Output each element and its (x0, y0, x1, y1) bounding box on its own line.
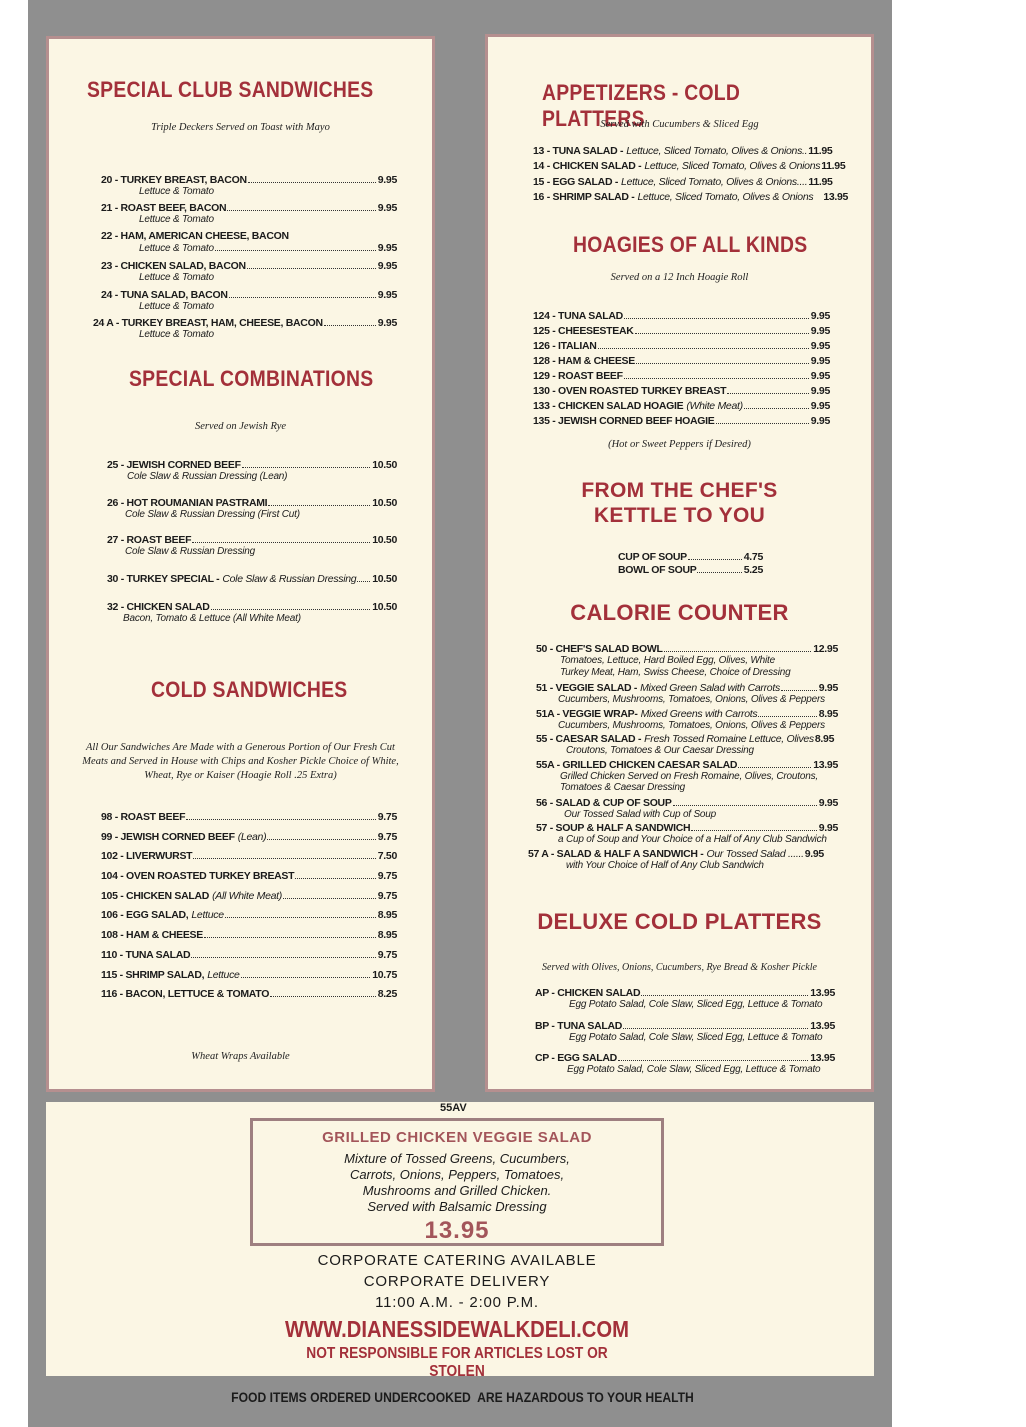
menu-item: 55 - CAESAR SALAD - Fresh Tossed Romaine Lettuce, Olives 8.95 Croutons, Tomatoes & Our Caesar Dressing (536, 733, 835, 756)
kettle-heading-line1: FROM THE CHEF'S (581, 479, 778, 502)
delivery-text: CORPORATE DELIVERY (363, 1273, 551, 1290)
menu-item: 57 - SOUP & HALF A SANDWICH 9.95 a Cup of Soup and Your Choice of a Half of Any Club Sandwich (536, 822, 838, 845)
hoagies-peppers-note: (Hot or Sweet Peppers if Desired) (608, 439, 751, 450)
menu-item: 25 - JEWISH CORNED BEEF 10.50 Cole Slaw & Russian Dressing (Lean) (107, 459, 397, 482)
kettle-heading-line2: KETTLE TO YOU (593, 504, 766, 527)
club-subtitle: Triple Deckers Served on Toast with Mayo (151, 122, 330, 133)
calorie-counter-heading: CALORIE COUNTER (570, 600, 789, 625)
menu-item: 24 - TUNA SALAD, BACON 9.95 Lettuce & Tomato (101, 289, 397, 312)
menu-item: CP - EGG SALAD 13.95 Egg Potato Salad, Cole Slaw, Sliced Egg, Lettuce & Tomato (535, 1052, 835, 1075)
hoagie-items (533, 310, 830, 430)
cold-sandwiches-heading: COLD SANDWICHES (151, 677, 348, 702)
menu-item: 135 - JEWISH CORNED BEEF HOAGIE 9.95 (533, 415, 830, 427)
menu-item: 130 - OVEN ROASTED TURKEY BREAST 9.95 (533, 385, 830, 397)
club-items (93, 174, 397, 345)
disclaimer-text: NOT RESPONSIBLE FOR ARTICLES LOST OR STOLEN (306, 1345, 608, 1380)
combos-subtitle: Served on Jewish Rye (194, 421, 287, 432)
menu-item: 22 - HAM, AMERICAN CHEESE, BACON Lettuce & Tomato 9.95 (101, 230, 397, 254)
cold-items (101, 811, 397, 1008)
menu-item: BOWL OF SOUP 5.25 (618, 563, 763, 576)
menu-item: 20 - TURKEY BREAST, BACON 9.95 Lettuce & Tomato (101, 174, 397, 197)
menu-item: 133 - CHICKEN SALAD HOAGIE (White Meat) 9.95 (533, 400, 830, 412)
menu-item: 55A - GRILLED CHICKEN CAESAR SALAD 13.95 Grilled Chicken Served on Fresh Romaine, Olives, Croutons, Tomatoes & Caesar Dressing (536, 758, 838, 793)
promo-box (250, 1118, 664, 1246)
delivery-hours: 11:00 A.M. - 2:00 P.M. (375, 1294, 539, 1311)
hoagies-heading: HOAGIES OF ALL KINDS (573, 232, 808, 257)
menu-item: 128 - HAM & CHEESE 9.95 (533, 355, 830, 367)
deluxe-subtitle: Served with Olives, Onions, Cucumbers, Rye Bread & Kosher Pickle (542, 962, 817, 973)
appetizer-items (533, 145, 849, 206)
menu-item: 110 - TUNA SALAD 9.75 (101, 948, 397, 961)
menu-item: 51A - VEGGIE WRAP- Mixed Greens with Carrots 8.95 Cucumbers, Mushrooms, Tomatoes, Onions, Olives & Peppers (536, 707, 838, 731)
combo-items (107, 459, 397, 631)
menu-item: 129 - ROAST BEEF 9.95 (533, 370, 830, 382)
appetizers-subtitle: Served with Cucumbers & Sliced Egg (600, 119, 759, 130)
menu-item: 116 - BACON, LETTUCE & TOMATO 8.25 (101, 988, 397, 1001)
menu-item: 26 - HOT ROUMANIAN PASTRAMI 10.50 Cole Slaw & Russian Dressing (First Cut) (107, 497, 397, 520)
menu-item: CUP OF SOUP 4.75 (618, 551, 763, 563)
menu-item: 51 - VEGGIE SALAD - Mixed Green Salad with Carrots 9.95 Cucumbers, Mushrooms, Tomatoes, Onions, Olives & Peppers (536, 682, 838, 705)
deluxe-items (535, 987, 835, 1085)
menu-item: 108 - HAM & CHEESE 8.95 (101, 929, 397, 942)
menu-item: 124 - TUNA SALAD 9.95 (533, 310, 830, 322)
cold-subtitle: All Our Sandwiches Are Made with a Generous Portion of Our Fresh Cut Meats and Served in House with Chips and Kosher Pickle Choice of White, Wheat, Rye or Kaiser (Hoagie Roll .25 Extra) (82, 742, 399, 781)
menu-item: 105 - CHICKEN SALAD (All White Meat) 9.75 (101, 889, 397, 902)
menu-item: 16 - SHRIMP SALAD - Lettuce, Sliced Tomato, Olives & Onions 13.95 (533, 190, 849, 203)
left-menu-panel (46, 36, 435, 1092)
menu-item: 106 - EGG SALAD, Lettuce 8.95 (101, 909, 397, 922)
promo-title: GRILLED CHICKEN VEGGIE SALAD (322, 1129, 592, 1146)
menu-item: 98 - ROAST BEEF 9.75 (101, 811, 397, 823)
menu-item: 30 - TURKEY SPECIAL - Cole Slaw & Russian Dressing 10.50 (107, 573, 397, 585)
menu-item: 21 - ROAST BEEF, BACON 9.95 Lettuce & Tomato (101, 202, 397, 225)
menu-item: 14 - CHICKEN SALAD - Lettuce, Sliced Tomato, Olives & Onions 11.95 (533, 160, 846, 173)
special-combinations-heading: SPECIAL COMBINATIONS (129, 366, 374, 391)
menu-item: BP - TUNA SALAD 13.95 Egg Potato Salad, Cole Slaw, Sliced Egg, Lettuce & Tomato (535, 1019, 835, 1043)
promo-description: Mixture of Tossed Greens, Cucumbers, Carrots, Onions, Peppers, Tomatoes, Mushrooms and Grilled Chicken. Served with Balsamic Dressing (344, 1151, 570, 1214)
menu-item: 24 A - TURKEY BREAST, HAM, CHEESE, BACON 9.95 Lettuce & Tomato (93, 317, 397, 340)
club-sandwiches-heading: SPECIAL CLUB SANDWICHES (87, 77, 374, 102)
health-warning: FOOD ITEMS ORDERED UNDERCOOKED ARE HAZARDOUS TO YOUR HEALTH (231, 1390, 694, 1405)
promo-price: 13.95 (424, 1217, 490, 1244)
menu-item: 99 - JEWISH CORNED BEEF (Lean) 9.75 (101, 830, 397, 843)
appetizers-heading: APPETIZERS - COLD PLATTERS (542, 80, 741, 131)
menu-item: 102 - LIVERWURST 7.50 (101, 850, 397, 863)
menu-item: 115 - SHRIMP SALAD, Lettuce 10.75 (101, 968, 397, 981)
menu-item: 23 - CHICKEN SALAD, BACON 9.95 Lettuce & Tomato (101, 260, 397, 283)
menu-item: 56 - SALAD & CUP OF SOUP 9.95 Our Tossed Salad with Cup of Soup (536, 796, 838, 820)
menu-item: AP - CHICKEN SALAD 13.95 Egg Potato Salad, Cole Slaw, Sliced Egg, Lettuce & Tomato (535, 987, 835, 1010)
menu-item: 50 - CHEF'S SALAD BOWL 12.95 Tomatoes, Lettuce, Hard Boiled Egg, Olives, White Turkey Meat, Ham, Swiss Cheese, Choice of Dressing (536, 643, 838, 678)
catering-text: CORPORATE CATERING AVAILABLE (317, 1252, 597, 1269)
menu-code: 55AV (440, 1102, 467, 1114)
menu-item: 125 - CHEESESTEAK 9.95 (533, 325, 830, 337)
kettle-items (618, 551, 763, 576)
right-menu-panel (485, 34, 874, 1092)
wheat-wraps-note: Wheat Wraps Available (191, 1051, 290, 1062)
menu-item: 32 - CHICKEN SALAD 10.50 Bacon, Tomato & Lettuce (All White Meat) (107, 601, 397, 624)
menu-item: 126 - ITALIAN 9.95 (533, 340, 830, 352)
calorie-items (528, 643, 838, 873)
menu-item: 27 - ROAST BEEF 10.50 Cole Slaw & Russian Dressing (107, 534, 397, 557)
menu-item: 15 - EGG SALAD - Lettuce, Sliced Tomato, Olives & Onions.... 11.95 (533, 175, 833, 188)
website-link[interactable]: WWW.DIANESSIDEWALKDELI.COM (284, 1316, 630, 1342)
hoagies-subtitle: Served on a 12 Inch Hoagie Roll (610, 272, 749, 283)
menu-item: 104 - OVEN ROASTED TURKEY BREAST 9.75 (101, 870, 397, 883)
menu-item: 13 - TUNA SALAD - Lettuce, Sliced Tomato, Olives & Onions.. 11.95 (533, 145, 833, 157)
menu-item: 57 A - SALAD & HALF A SANDWICH - Our Tossed Salad ...... 9.95 with Your Choice of Half of Any Club Sandwich (528, 847, 824, 871)
deluxe-platters-heading: DELUXE COLD PLATTERS (537, 909, 822, 934)
